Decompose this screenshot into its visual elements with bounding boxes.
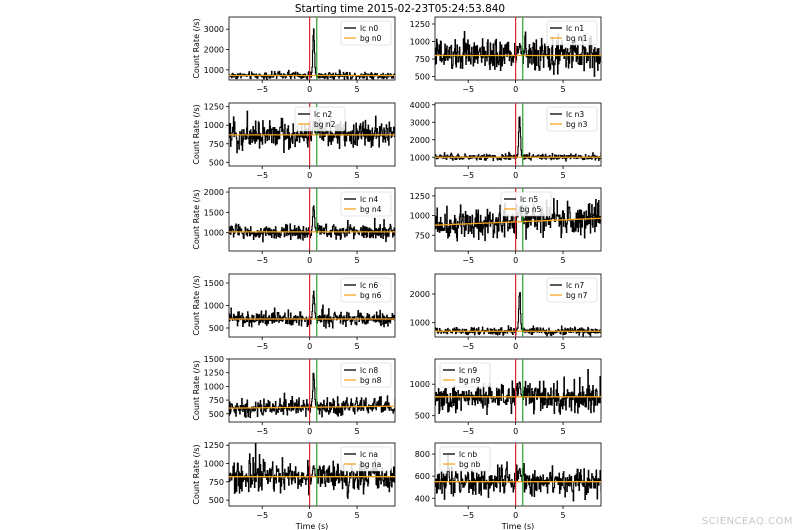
- panel-nb: [415, 443, 601, 530]
- x-tick-label: 0: [307, 85, 313, 94]
- y-tick-label: 3000: [409, 118, 430, 128]
- legend-label: bg n0: [360, 34, 382, 43]
- x-tick-label: −5: [462, 342, 475, 351]
- legend-label: lc n6: [360, 281, 379, 290]
- legend-label: bg n6: [360, 291, 382, 300]
- x-tick-label: 5: [560, 511, 566, 520]
- y-tick-label: 1000: [409, 211, 430, 221]
- y-axis-label: Count Rate (/s): [192, 360, 201, 421]
- y-tick-label: 1000: [203, 382, 224, 392]
- x-tick-label: −5: [462, 171, 475, 180]
- y-tick-label: 800: [414, 450, 430, 460]
- x-tick-label: 0: [513, 427, 519, 436]
- y-axis-label: Count Rate (/s): [192, 189, 201, 250]
- x-tick-label: 0: [307, 511, 313, 520]
- y-tick-label: 1000: [409, 318, 430, 328]
- y-tick-label: 2000: [409, 290, 430, 300]
- panel-na: [192, 441, 395, 530]
- legend: [341, 21, 391, 45]
- y-tick-label: 400: [414, 494, 430, 504]
- x-tick-label: −5: [462, 85, 475, 94]
- legend: [341, 447, 391, 471]
- legend-label: bg n2: [314, 120, 336, 129]
- legend-label: bg na: [360, 460, 382, 469]
- legend: [341, 192, 391, 216]
- legend-label: lc n1: [566, 24, 585, 33]
- legend-label: bg n3: [566, 120, 588, 129]
- legend-label: bg n4: [360, 205, 382, 214]
- x-tick-label: 0: [307, 171, 313, 180]
- x-tick-label: −5: [462, 427, 475, 436]
- legend-label: lc n3: [566, 110, 585, 119]
- legend: [547, 107, 597, 131]
- legend-label: bg n7: [566, 291, 588, 300]
- legend: [440, 447, 490, 471]
- legend-label: bg nb: [459, 460, 481, 469]
- x-tick-label: 5: [560, 85, 566, 94]
- y-axis-label: Count Rate (/s): [192, 104, 201, 165]
- y-tick-label: 750: [208, 139, 224, 149]
- panel-n3: [410, 101, 601, 180]
- x-tick-label: 0: [513, 85, 519, 94]
- legend-label: lc na: [360, 450, 378, 459]
- legend-label: lc nb: [459, 450, 478, 459]
- x-tick-label: −5: [256, 85, 269, 94]
- y-tick-label: 500: [208, 158, 224, 168]
- y-tick-label: 500: [208, 409, 224, 419]
- y-tick-label: 750: [414, 231, 430, 241]
- x-tick-label: 0: [513, 511, 519, 520]
- y-tick-label: 1000: [409, 380, 430, 390]
- x-tick-label: 0: [307, 342, 313, 351]
- x-tick-label: 5: [354, 85, 360, 94]
- panel-n6: [192, 274, 395, 351]
- x-tick-label: 5: [354, 342, 360, 351]
- x-tick-label: 0: [513, 256, 519, 265]
- watermark-text: SCIENCEAQ.COM: [701, 516, 793, 527]
- x-tick-label: 0: [513, 171, 519, 180]
- panel-n7: [410, 274, 601, 351]
- x-axis-label: Time (s): [295, 522, 329, 530]
- legend-label: bg n1: [566, 34, 588, 43]
- x-tick-label: 0: [513, 342, 519, 351]
- legend: [295, 107, 345, 131]
- y-tick-label: 3000: [203, 25, 224, 35]
- legend: [440, 363, 490, 387]
- y-axis-label: Count Rate (/s): [192, 18, 201, 79]
- x-tick-label: 5: [354, 511, 360, 520]
- y-tick-label: 4000: [409, 100, 430, 110]
- y-tick-label: 500: [414, 72, 430, 82]
- figure-title: Starting time 2015-02-23T05:24:53.840: [294, 3, 506, 15]
- x-tick-label: −5: [462, 256, 475, 265]
- panel-n4: [192, 188, 395, 265]
- x-tick-label: 5: [354, 427, 360, 436]
- x-tick-label: 5: [560, 171, 566, 180]
- legend: [547, 21, 597, 45]
- panel-n0: [192, 17, 395, 94]
- y-tick-label: 600: [414, 472, 430, 482]
- legend-label: lc n9: [459, 366, 478, 375]
- y-tick-label: 1000: [203, 459, 224, 469]
- x-tick-label: 5: [560, 256, 566, 265]
- y-tick-label: 500: [208, 324, 224, 333]
- y-tick-label: 1500: [203, 355, 224, 364]
- x-tick-label: −5: [462, 511, 475, 520]
- legend: [547, 278, 597, 302]
- y-axis-label: Count Rate (/s): [192, 444, 201, 505]
- y-tick-label: 2000: [203, 45, 224, 55]
- y-tick-label: 1500: [203, 279, 224, 288]
- y-tick-label: 1250: [409, 191, 430, 201]
- y-tick-label: 1000: [409, 153, 430, 163]
- y-tick-label: 1250: [203, 368, 224, 378]
- legend-label: lc n0: [360, 24, 379, 33]
- y-tick-label: 1000: [203, 301, 224, 311]
- x-tick-label: −5: [256, 511, 269, 520]
- legend-label: lc n5: [520, 195, 539, 204]
- y-tick-label: 750: [208, 396, 224, 406]
- x-axis-label: Time (s): [501, 522, 535, 530]
- y-tick-label: 750: [414, 55, 430, 64]
- y-tick-label: 1500: [203, 208, 224, 218]
- legend: [501, 192, 551, 216]
- y-tick-label: 1250: [203, 102, 224, 112]
- legend-label: bg n9: [459, 376, 481, 385]
- legend-label: lc n8: [360, 366, 379, 375]
- panel-n1: [410, 17, 601, 94]
- panel-n9: [410, 359, 601, 436]
- y-tick-label: 1000: [203, 121, 224, 131]
- x-tick-label: 0: [307, 427, 313, 436]
- legend: [341, 278, 391, 302]
- panel-n8: [192, 355, 395, 436]
- y-tick-label: 1000: [203, 228, 224, 238]
- legend-label: bg n8: [360, 376, 382, 385]
- y-tick-label: 500: [414, 411, 430, 421]
- panel-grid: [192, 17, 601, 530]
- panel-n5: [410, 188, 601, 265]
- y-tick-label: 1250: [203, 441, 224, 451]
- x-tick-label: −5: [256, 427, 269, 436]
- y-axis-label: Count Rate (/s): [192, 275, 201, 336]
- x-tick-label: −5: [256, 256, 269, 265]
- y-tick-label: 500: [208, 496, 224, 506]
- x-tick-label: 0: [307, 256, 313, 265]
- x-tick-label: 5: [560, 342, 566, 351]
- legend-label: lc n4: [360, 195, 379, 204]
- y-tick-label: 1000: [409, 37, 430, 47]
- x-tick-label: 5: [560, 427, 566, 436]
- x-tick-label: 5: [354, 171, 360, 180]
- y-tick-label: 1250: [409, 20, 430, 29]
- y-tick-label: 1000: [203, 65, 224, 75]
- y-tick-label: 2000: [203, 188, 224, 198]
- legend-label: lc n2: [314, 110, 333, 119]
- panel-n2: [192, 103, 395, 180]
- legend-label: bg n5: [520, 205, 542, 214]
- legend: [341, 363, 391, 387]
- x-tick-label: 5: [354, 256, 360, 265]
- y-tick-label: 750: [208, 477, 224, 487]
- legend-label: lc n7: [566, 281, 585, 290]
- y-tick-label: 2000: [409, 135, 430, 145]
- x-tick-label: −5: [256, 171, 269, 180]
- x-tick-label: −5: [256, 342, 269, 351]
